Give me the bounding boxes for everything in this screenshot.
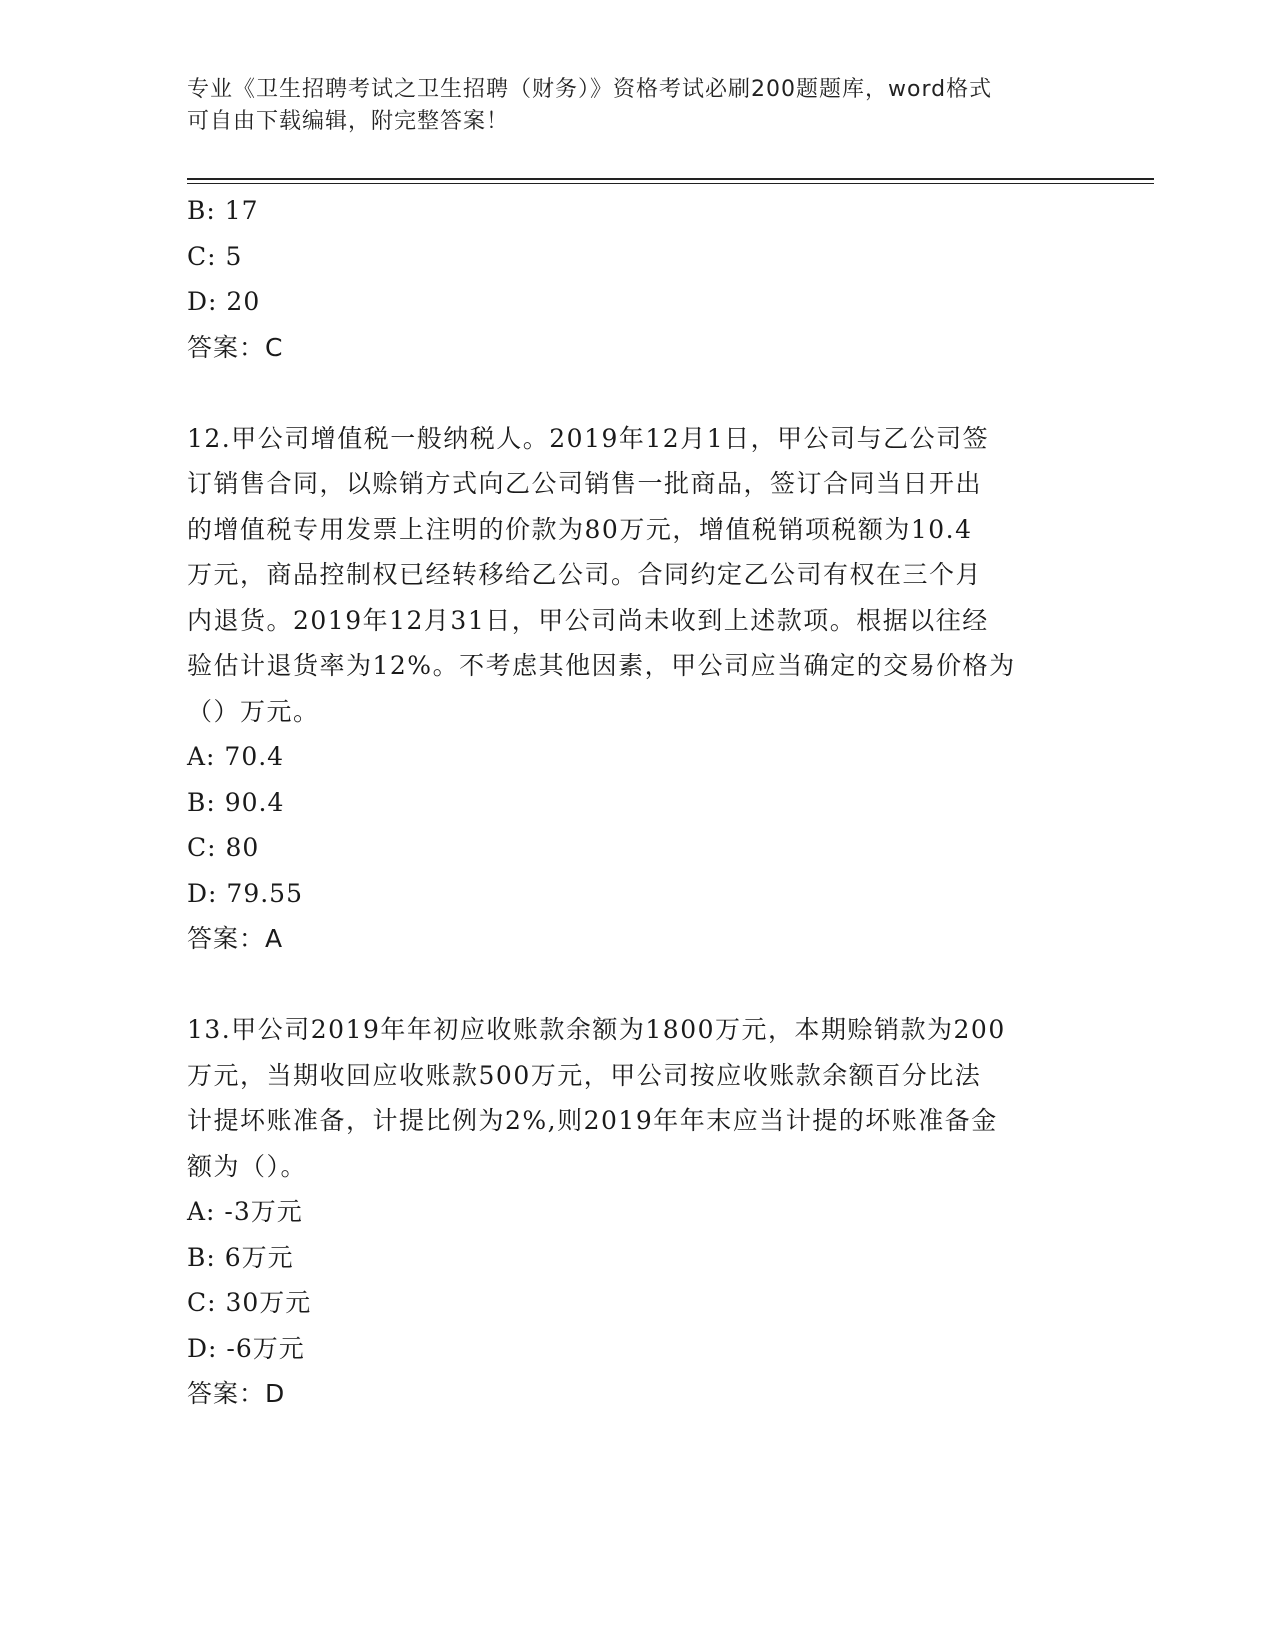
header-divider: [187, 178, 1154, 180]
question-stem: [187, 416, 1087, 735]
option-c: C: 30万元: [187, 1288, 312, 1317]
stem-line: 计提坏账准备，计提比例为2%,则2019年年末应当计提的坏账准备金: [187, 1106, 998, 1135]
option-b: B: 6万元: [187, 1242, 294, 1272]
option-d: D: 20: [187, 287, 261, 316]
stem-line: （）万元。: [187, 696, 320, 726]
document-header: [187, 74, 1067, 138]
header-line-2: 可自由下载编辑，附完整答案！: [187, 109, 510, 134]
answer-line: 答案：D: [187, 1379, 286, 1408]
answer-line: 答案：A: [187, 924, 284, 953]
option-d: D: -6万元: [187, 1333, 305, 1363]
header-divider-thin: [187, 183, 1154, 184]
option-b: B: 90.4: [187, 787, 285, 817]
stem-line: 13.甲公司2019年年初应收账款余额为1800万元，本期赊销款为200: [187, 1015, 1006, 1044]
question-stem: [187, 1007, 1087, 1189]
stem-line: 订销售合同，以赊销方式向乙公司销售一批商品，签订合同当日开出: [187, 469, 983, 498]
stem-line: 万元，当期收回应收账款500万元，甲公司按应收账款余额百分比法: [187, 1060, 982, 1090]
question-11-tail: [187, 188, 1087, 370]
stem-line: 的增值税专用发票上注明的价款为80万元，增值税销项税额为10.4: [187, 514, 973, 544]
option-b: B: 17: [187, 196, 259, 225]
option-c: C: 5: [187, 241, 243, 271]
header-line-1: 专业《卫生招聘考试之卫生招聘（财务）》资格考试必刷200题题库，word格式: [187, 77, 993, 102]
stem-line: 万元，商品控制权已经转移给乙公司。合同约定乙公司有权在三个月: [187, 560, 983, 589]
spacer: [187, 962, 1087, 1008]
stem-line: 12.甲公司增值税一般纳税人。2019年12月1日，甲公司与乙公司签: [187, 423, 990, 453]
stem-line: 额为（）。: [187, 1151, 308, 1181]
option-d: D: 79.55: [187, 878, 303, 908]
stem-line: 内退货。2019年12月31日，甲公司尚未收到上述款项。根据以往经: [187, 605, 989, 635]
option-c: C: 80: [187, 833, 260, 862]
stem-line: 验估计退货率为12%。不考虑其他因素，甲公司应当确定的交易价格为: [187, 651, 1016, 680]
document-body: [187, 188, 1087, 1417]
question-13: [187, 1007, 1087, 1417]
spacer: [187, 370, 1087, 416]
option-a: A: 70.4: [187, 742, 285, 771]
answer-line: 答案：C: [187, 332, 284, 362]
question-12: [187, 416, 1087, 962]
option-a: A: -3万元: [187, 1197, 303, 1226]
